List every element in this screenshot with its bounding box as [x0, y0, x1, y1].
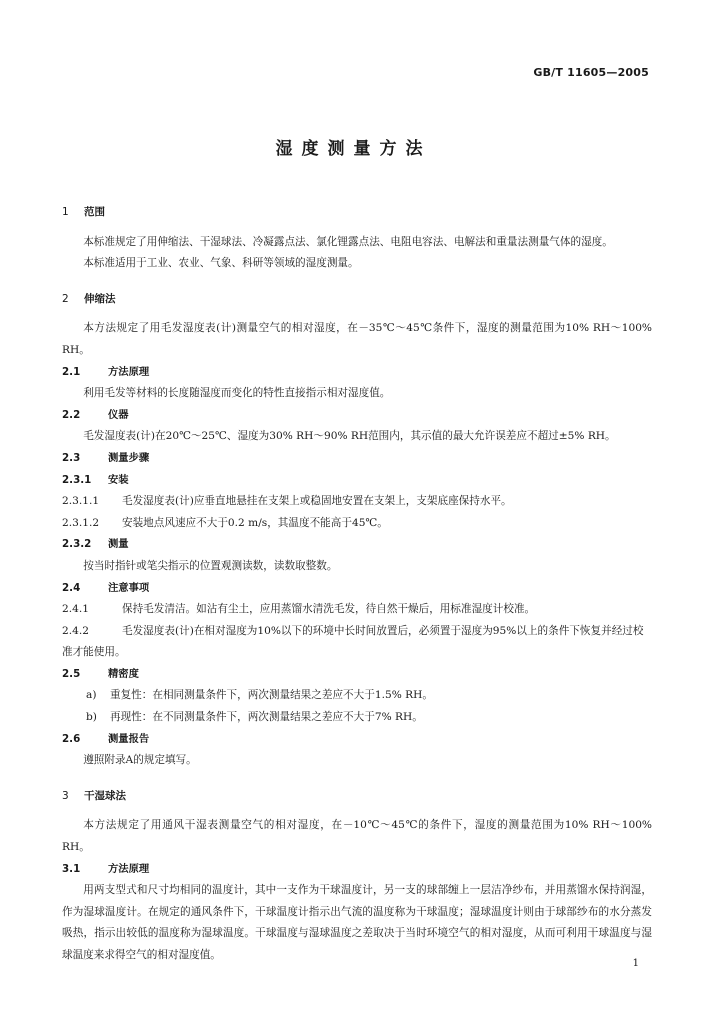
list-item [62, 707, 652, 729]
subsection-number: 2.4 [62, 581, 81, 594]
clause-text: 毛发湿度表(计)应垂直地悬挂在支架上或稳固地安置在支架上，支架底座保持水平。 [122, 495, 512, 508]
subsection-2-6-heading [62, 729, 652, 751]
subsection-number: 2.3 [62, 451, 81, 464]
paragraph: 本标准适用于工业、农业、气象、科研等领域的湿度测量。 [83, 257, 359, 270]
subsection-title: 精密度 [108, 667, 139, 680]
document-title: 湿度测量方法 [275, 139, 432, 159]
list-marker: b) [86, 711, 97, 724]
paragraph: 本标准规定了用伸缩法、干湿球法、冷凝露点法、氯化锂露点法、电阻电容法、电解法和重量法测量气体的湿度。 [83, 235, 613, 248]
clause-number: 2.4.2 [62, 624, 89, 637]
clause-number: 2.4.1 [62, 603, 89, 616]
section-title: 范围 [84, 206, 105, 218]
subsection-number: 2.5 [62, 667, 81, 680]
paragraph: 本方法规定了用通风干湿表测量空气的相对湿度，在－10℃～45℃的条件下，湿度的测量范围为10% RH～100% RH。 [62, 819, 652, 854]
numbered-paragraph [62, 513, 652, 535]
subsection-title: 方法原理 [108, 862, 150, 875]
subsection-number: 2.2 [62, 408, 81, 421]
paragraph: 遵照附录A的规定填写。 [83, 754, 197, 767]
subsection-title: 方法原理 [108, 365, 150, 378]
numbered-paragraph [62, 491, 652, 513]
clause-number: 2.3.1.2 [62, 516, 100, 529]
subsection-2-2-heading [62, 405, 652, 427]
clause-text: 保持毛发清洁。如沾有尘土，应用蒸馏水清洗毛发，待自然干燥后，用标准湿度计校准。 [122, 603, 536, 616]
numbered-paragraph [62, 599, 652, 621]
subsection-3-1-heading [62, 859, 652, 881]
list-item [62, 685, 652, 707]
paragraph: 利用毛发等材料的长度随湿度而变化的特性直接指示相对湿度值。 [83, 387, 391, 400]
subsection-2-1-heading [62, 362, 652, 384]
subsection-title: 测量步骤 [108, 451, 150, 464]
list-text: 再现性：在不同测量条件下，两次测量结果之差应不大于7% RH。 [110, 711, 423, 724]
subsection-title: 测量 [108, 538, 129, 551]
section-number: 1 [62, 206, 69, 218]
subsection-2-3-heading [62, 448, 652, 470]
section-1-heading [62, 202, 652, 224]
subsection-title: 注意事项 [108, 581, 150, 594]
page-number: 1 [632, 958, 639, 969]
list-marker: a) [86, 689, 97, 702]
paragraph: 本方法规定了用毛发湿度表(计)测量空气的相对湿度，在－35℃～45℃条件下，湿度的测量范围为10% RH～100% RH。 [62, 322, 652, 356]
paragraph: 按当时指针或笔尖指示的位置观测读数，读数取整数。 [83, 559, 338, 572]
subsection-title: 仪器 [108, 408, 129, 421]
section-number: 2 [62, 292, 69, 305]
subsection-number: 2.1 [62, 365, 81, 378]
section-3-heading [62, 786, 652, 808]
subsection-number: 3.1 [62, 862, 81, 875]
section-number: 3 [62, 789, 69, 802]
subsection-number: 2.3.2 [62, 538, 92, 551]
paragraph: 用两支型式和尺寸均相同的温度计，其中一支作为干球温度计，另一支的球部缠上一层洁净纱布，并用蒸馏水保持润湿，作为湿球温度计。在规定的通风条件下，干球温度计指示出气流的温度称为干球温度；湿球温度计则由于球部纱布的水分蒸发吸热，指示出较低的温度称为湿球温度。干球温度与湿球温度之差取决于当时环境空气的相对湿度，从而可利用干球温度与湿球温度来求得空气的相对湿度值。 [62, 884, 652, 961]
subsection-title: 安装 [108, 473, 129, 486]
subsection-2-5-heading [62, 664, 652, 686]
section-title: 干湿球法 [84, 789, 126, 802]
clause-text: 安装地点风速应不大于0.2 m/s，其温度不能高于45℃。 [122, 516, 388, 529]
standard-code: GB/T 11605—2005 [533, 66, 649, 79]
subsection-2-3-2-heading [62, 534, 652, 556]
subsection-title: 测量报告 [108, 732, 150, 745]
subsection-number: 2.3.1 [62, 473, 92, 486]
subsection-number: 2.6 [62, 732, 81, 745]
list-text: 重复性：在相同测量条件下，两次测量结果之差应不大于1.5% RH。 [110, 689, 433, 702]
clause-number: 2.3.1.1 [62, 495, 100, 508]
section-title: 伸缩法 [84, 292, 116, 305]
subsection-2-4-heading [62, 578, 652, 600]
document-body [62, 196, 652, 967]
section-2-heading [62, 289, 652, 311]
numbered-paragraph [62, 621, 652, 664]
subsection-2-3-1-heading [62, 470, 652, 492]
paragraph: 毛发湿度表(计)在20℃～25℃、湿度为30% RH～90% RH范围内，其示值的最大允许误差应不超过±5% RH。 [83, 430, 616, 443]
clause-text: 毛发湿度表(计)在相对湿度为10%以下的环境中长时间放置后，必须置于湿度为95%以上的条件下恢复并经过校准才能使用。 [62, 624, 644, 659]
